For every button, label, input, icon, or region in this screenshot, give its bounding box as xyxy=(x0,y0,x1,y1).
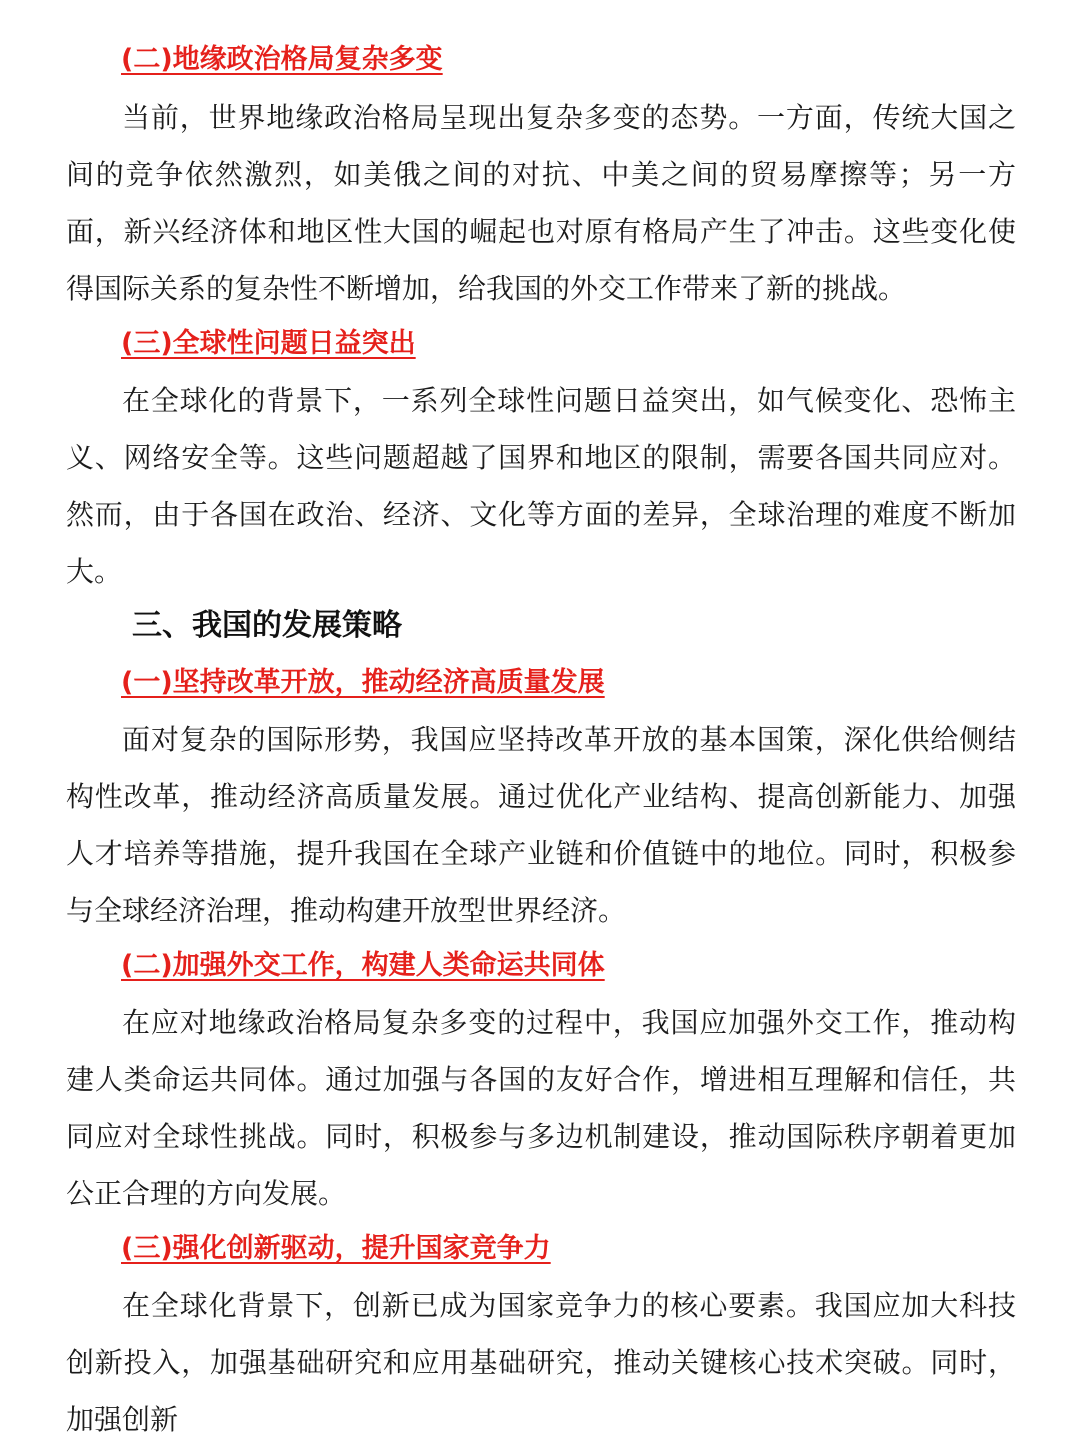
paragraph-reform: 面对复杂的国际形势，我国应坚持改革开放的基本国策，深化供给侧结构性改革，推动经济高质量发展。通过优化产业结构、提高创新能力、加强人才培养等措施，提升我国在全球产业链和价值链中的地位。同时，积极参与全球经济治理，推动构建开放型世界经济。 xyxy=(66,723,1016,927)
subheading-innovation: (三)强化创新驱动，提升国家竞争力 xyxy=(121,1233,551,1264)
paragraph-global-issues: 在全球化的背景下，一系列全球性问题日益突出，如气候变化、恐怖主义、网络安全等。这些问题超越了国界和地区的限制，需要各国共同应对。然而，由于各国在政治、经济、文化等方面的差异，全球治理的难度不断加大。 xyxy=(66,384,1016,588)
paragraph-diplomacy: 在应对地缘政治格局复杂多变的过程中，我国应加强外交工作，推动构建人类命运共同体。通过加强与各国的友好合作，增进相互理解和信任，共同应对全球性挑战。同时，积极参与多边机制建设，推动国际秩序朝着更加公正合理的方向发展。 xyxy=(66,1006,1016,1210)
subheading-global-issues: (三)全球性问题日益突出 xyxy=(121,328,416,359)
subheading-diplomacy: (二)加强外交工作，构建人类命运共同体 xyxy=(121,950,605,981)
subheading-geopolitics: (二)地缘政治格局复杂多变 xyxy=(121,44,443,75)
subheading-reform: (一)坚持改革开放，推动经济高质量发展 xyxy=(121,667,605,698)
paragraph-innovation: 在全球化背景下，创新已成为国家竞争力的核心要素。我国应加大科技创新投入，加强基础研究和应用基础研究，推动关键核心技术突破。同时，加强创新 xyxy=(66,1289,1016,1436)
section-heading-strategy: 三、我国的发展策略 xyxy=(132,608,402,643)
paragraph-geopolitics: 当前，世界地缘政治格局呈现出复杂多变的态势。一方面，传统大国之间的竞争依然激烈，如美俄之间的对抗、中美之间的贸易摩擦等；另一方面，新兴经济体和地区性大国的崛起也对原有格局产生了冲击。这些变化使得国际关系的复杂性不断增加，给我国的外交工作带来了新的挑战。 xyxy=(66,101,1016,305)
